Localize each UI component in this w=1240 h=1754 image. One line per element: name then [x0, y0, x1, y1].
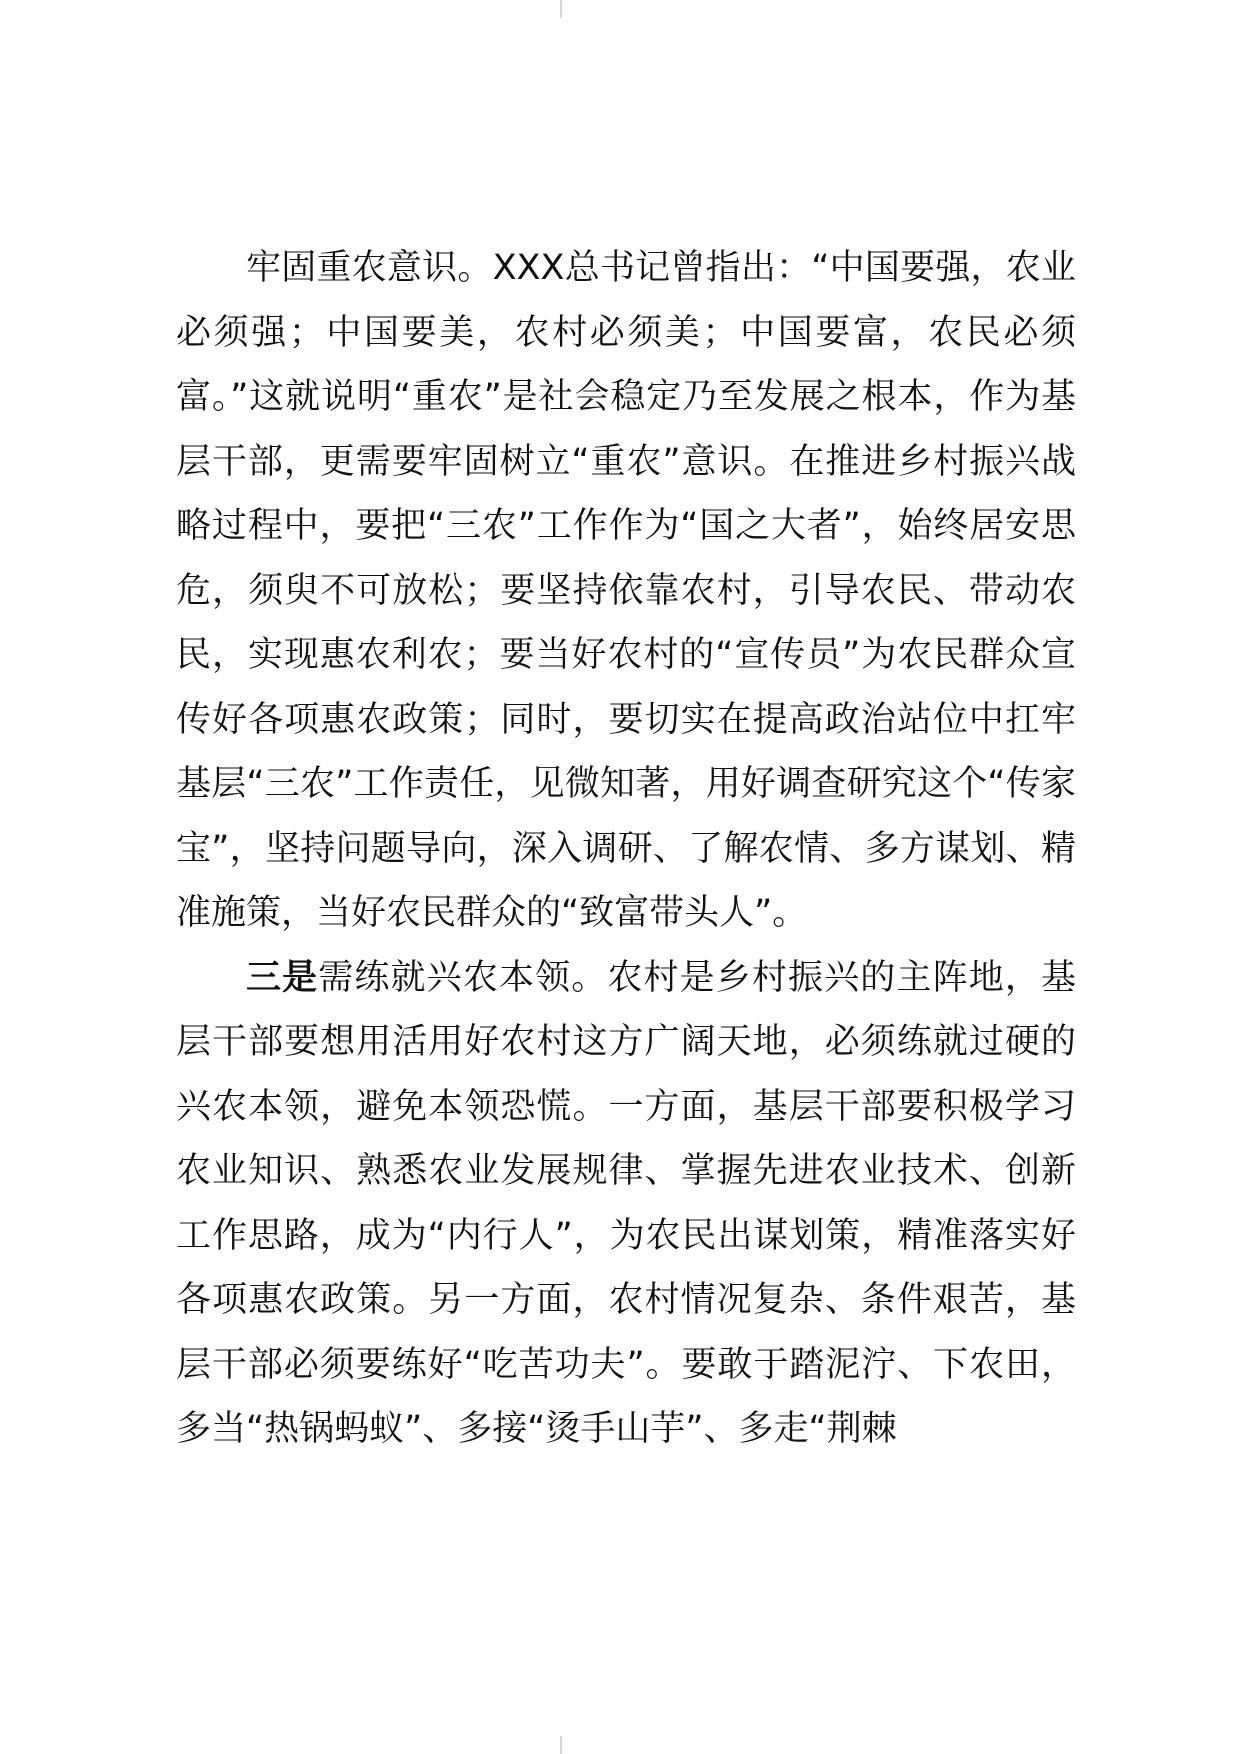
- paragraph-one-text: 牢固重农意识。XXX总书记曾指出：“中国要强，农业必须强；中国要美，农村必须美；中国要富，农民必须富。”这就说明“重农”是社会稳定乃至发展之根本，作为基层干部，更需要牢固树立“重农”意识。在推进乡村振兴战略过程中，要把“三农”工作作为“国之大者”，始终居安思危，须臾不可放松；要坚持依靠农村，引导农民、带动农民，实现惠农利农；要当好农村的“宣传员”为农民群众宣传好各项惠农政策；同时，要切实在提高政治站位中扛牢基层“三农”工作责任，见微知著，用好调查研究这个“传家宝”，坚持问题导向，深入调研、了解农情、多方谋划、精准施策，当好农民群众的“致富带头人”。: [176, 248, 1076, 933]
- paragraph-two: [176, 946, 1076, 1462]
- bottom-crop-mark: [560, 1736, 562, 1754]
- top-crop-mark: [560, 0, 562, 18]
- paragraph-one: [176, 236, 1076, 946]
- document-body: [176, 236, 1076, 1462]
- paragraph-two-text: 需练就兴农本领。农村是乡村振兴的主阵地，基层干部要想用活用好农村这方广阔天地，必须练就过硬的兴农本领，避免本领恐慌。一方面，基层干部要积极学习农业知识、熟悉农业发展规律、掌握先进农业技术、创新工作思路，成为“内行人”，为农民出谋划策，精准落实好各项惠农政策。另一方面，农村情况复杂、条件艰苦，基层干部必须要练好“吃苦功夫”。要敢于踏泥泞、下农田，多当“热锅蚂蚁”、多接“烫手山芋”、多走“荆棘: [176, 957, 1076, 1449]
- paragraph-two-lead: 三是: [246, 957, 319, 998]
